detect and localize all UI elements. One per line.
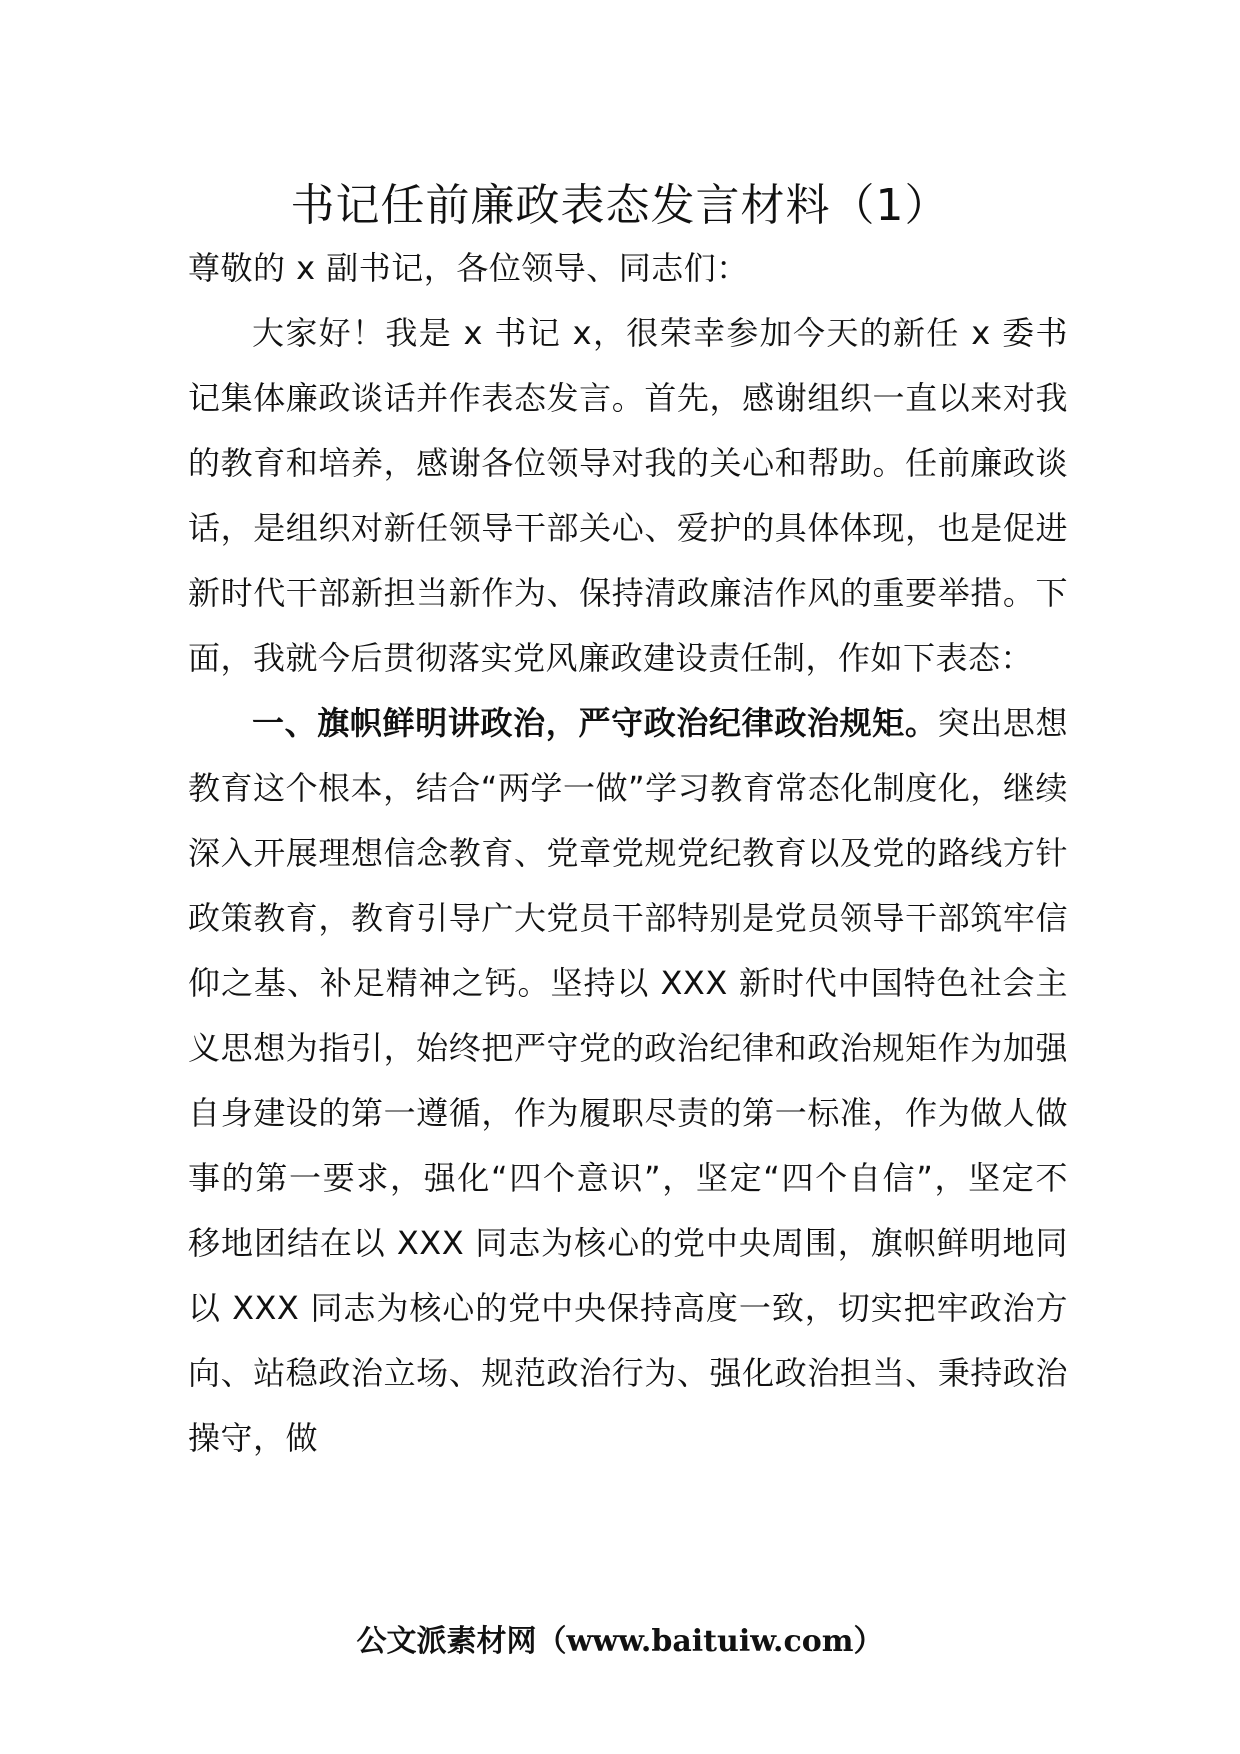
paragraph-intro: 大家好！我是 x 书记 x，很荣幸参加今天的新任 x 委书记集体廉政谈话并作表态发言。首先，感谢组织一直以来对我的教育和培养，感谢各位领导对我的关心和帮助。任前廉政谈话，是组织对新任领导干部关心、爱护的具体体现，也是促进新时代干部新担当新作为、保持清政廉洁作风的重要举措。下面，我就今后贯彻落实党风廉政建设责任制，作如下表态： [188,314,1068,677]
footer-watermark: 公文派素材网（www.baituiw.com） [356,1624,884,1659]
section-1-heading: 一、旗帜鲜明讲政治，严守政治纪律政治规矩。 [252,704,938,742]
section-1-text: 突出思想教育这个根本，结合“两学一做”学习教育常态化制度化，继续深入开展理想信念教育、党章党规党纪教育以及党的路线方针政策教育，教育引导广大党员干部特别是党员领导干部筑牢信仰之基、补足精神之钙。坚持以 XXX 新时代中国特色社会主义思想为指引，始终把严守党的政治纪律和政治规矩作为加强自身建设的第一遵循，作为履职尽责的第一标准，作为做人做事的第一要求，强化“四个意识”，坚定“四个自信”，坚定不移地团结在以 XXX 同志为核心的党中央周围，旗帜鲜明地同以 XXX 同志为核心的党中央保持高度一致，切实把牢政治方向、站稳政治立场、规范政治行为、强化政治担当、秉持政治操守，做 [188,704,1068,1457]
document-body [188,236,1068,1471]
salutation: 尊敬的 x 副书记，各位领导、同志们： [188,249,749,287]
paragraph-section-1 [188,691,1068,1471]
document-title: 书记任前廉政表态发言材料（1） [290,180,950,231]
